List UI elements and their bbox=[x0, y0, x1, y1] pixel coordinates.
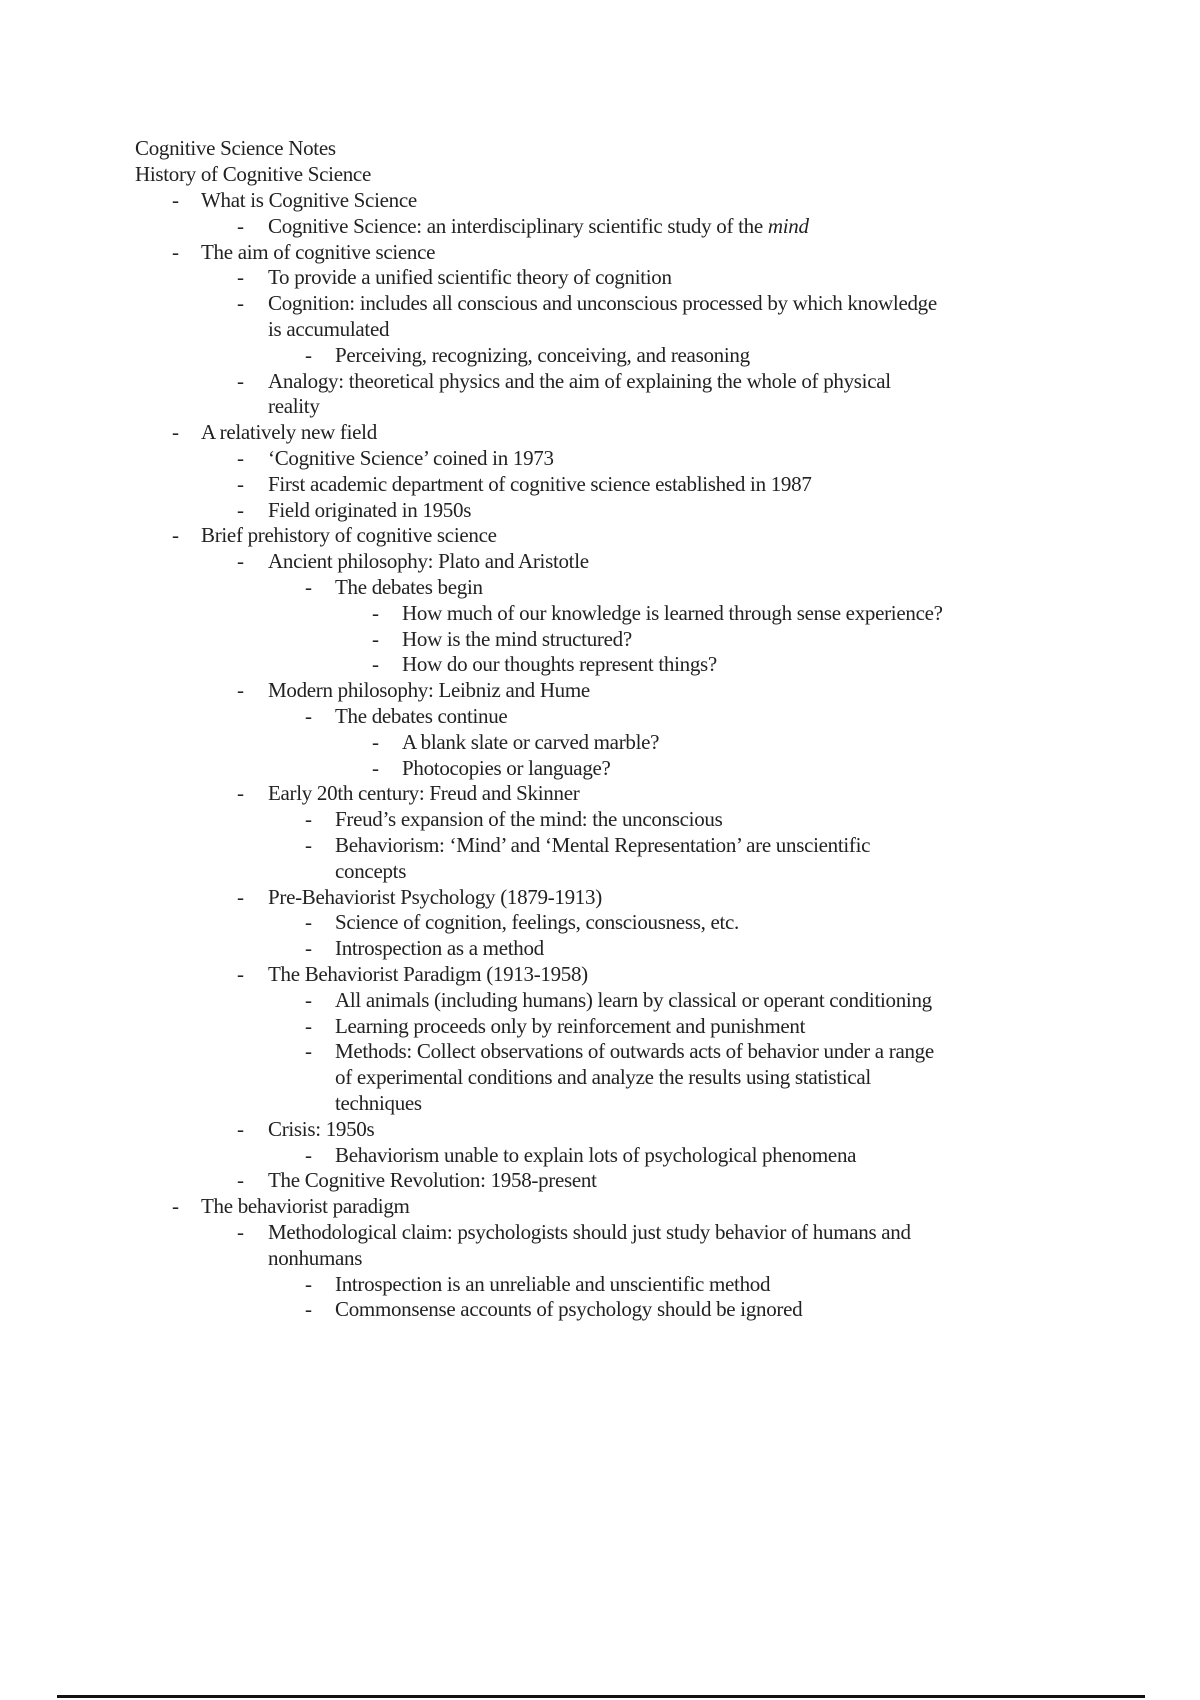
outline-item-continuation: concepts bbox=[335, 859, 407, 883]
bullet-dash: - bbox=[172, 240, 179, 264]
bullet-dash: - bbox=[237, 214, 244, 238]
bullet-dash: - bbox=[305, 1143, 312, 1167]
document-title: Cognitive Science Notes bbox=[135, 136, 336, 160]
outline-item-text: Science of cognition, feelings, consciousness, etc. bbox=[335, 910, 740, 934]
outline-item-text: What is Cognitive Science bbox=[201, 188, 417, 212]
bullet-dash: - bbox=[305, 936, 312, 960]
outline-item-level-1 bbox=[201, 1193, 410, 1219]
outline-item-level-3 bbox=[335, 574, 483, 600]
outline-item-text: Crisis: 1950s bbox=[268, 1117, 375, 1141]
outline-item-text: Cognitive Science: an interdisciplinary scientific study of the bbox=[268, 214, 768, 238]
outline-item-level-3 bbox=[335, 935, 544, 961]
outline-item-text: Field originated in 1950s bbox=[268, 498, 472, 522]
outline-item-text: All animals (including humans) learn by classical or operant conditioning bbox=[335, 988, 932, 1012]
outline-item-level-3 bbox=[335, 1038, 934, 1064]
outline-item-text: Perceiving, recognizing, conceiving, and reasoning bbox=[335, 343, 750, 367]
outline-item-level-4 bbox=[402, 600, 943, 626]
outline-item-text: Behaviorism: ‘Mind’ and ‘Mental Representation’ are unscientific bbox=[335, 833, 871, 857]
outline-item-level-1 bbox=[201, 187, 417, 213]
bullet-dash: - bbox=[305, 988, 312, 1012]
outline-item-text: Photocopies or language? bbox=[402, 756, 611, 780]
bullet-dash: - bbox=[305, 704, 312, 728]
outline-item-level-3 bbox=[335, 1013, 805, 1039]
outline-item-text: The Behaviorist Paradigm (1913-1958) bbox=[268, 962, 588, 986]
bullet-dash: - bbox=[237, 781, 244, 805]
bullet-dash: - bbox=[305, 910, 312, 934]
outline-item-text: Modern philosophy: Leibniz and Hume bbox=[268, 678, 590, 702]
bullet-dash: - bbox=[237, 549, 244, 573]
outline-item-level-3 bbox=[335, 1142, 856, 1168]
bullet-dash: - bbox=[237, 446, 244, 470]
bullet-dash: - bbox=[372, 627, 379, 651]
outline-item-level-4 bbox=[402, 651, 717, 677]
outline-item-level-2 bbox=[268, 497, 471, 523]
outline-item-level-2 bbox=[268, 548, 589, 574]
outline-item-level-4 bbox=[402, 755, 611, 781]
bullet-dash: - bbox=[172, 420, 179, 444]
outline-item-level-3 bbox=[335, 832, 870, 858]
outline-item-text: How do our thoughts represent things? bbox=[402, 652, 717, 676]
outline-item-level-1 bbox=[201, 522, 497, 548]
outline-item-level-3 bbox=[335, 1271, 770, 1297]
outline-item-level-2 bbox=[268, 264, 672, 290]
bullet-dash: - bbox=[237, 1220, 244, 1244]
bullet-dash: - bbox=[237, 885, 244, 909]
outline-item-text: Learning proceeds only by reinforcement and punishment bbox=[335, 1014, 806, 1038]
outline-item-level-3 bbox=[335, 909, 739, 935]
outline-item-text: A relatively new field bbox=[201, 420, 377, 444]
bullet-dash: - bbox=[172, 1194, 179, 1218]
outline-item-text: How is the mind structured? bbox=[402, 627, 632, 651]
outline-item-level-3 bbox=[335, 703, 507, 729]
outline-item-level-2 bbox=[268, 1219, 911, 1245]
bullet-dash: - bbox=[237, 472, 244, 496]
outline-item-text: Freud’s expansion of the mind: the unconscious bbox=[335, 807, 723, 831]
bullet-dash: - bbox=[237, 369, 244, 393]
bullet-dash: - bbox=[372, 601, 379, 625]
outline-item-level-3 bbox=[335, 806, 722, 832]
bullet-dash: - bbox=[305, 833, 312, 857]
outline-item-level-2 bbox=[268, 1167, 597, 1193]
outline-item-level-3 bbox=[335, 987, 932, 1013]
outline-item-text: Methods: Collect observations of outwards acts of behavior under a range bbox=[335, 1039, 934, 1063]
section-heading: History of Cognitive Science bbox=[135, 162, 371, 186]
outline-item-text: Pre-Behaviorist Psychology (1879-1913) bbox=[268, 885, 602, 909]
outline-item-level-3 bbox=[335, 1296, 802, 1322]
outline-item-continuation: is accumulated bbox=[268, 317, 390, 341]
bullet-dash: - bbox=[305, 1272, 312, 1296]
bullet-dash: - bbox=[305, 1014, 312, 1038]
outline-item-text: The behaviorist paradigm bbox=[201, 1194, 410, 1218]
outline-item-continuation: of experimental conditions and analyze the results using statistical bbox=[335, 1065, 871, 1089]
outline-item-level-2 bbox=[268, 368, 891, 394]
outline-item-level-4 bbox=[402, 729, 659, 755]
outline-item-text: Ancient philosophy: Plato and Aristotle bbox=[268, 549, 589, 573]
bullet-dash: - bbox=[305, 807, 312, 831]
outline-item-level-2 bbox=[268, 780, 579, 806]
outline-item-level-2 bbox=[268, 884, 602, 910]
bullet-dash: - bbox=[372, 652, 379, 676]
outline-item-text: Introspection is an unreliable and unscientific method bbox=[335, 1272, 771, 1296]
outline-item-text: Introspection as a method bbox=[335, 936, 544, 960]
outline-item-level-1 bbox=[201, 419, 377, 445]
outline-item-continuation: reality bbox=[268, 394, 320, 418]
footer-divider bbox=[57, 1695, 1145, 1698]
outline-item-text: Methodological claim: psychologists should just study behavior of humans and bbox=[268, 1220, 911, 1244]
outline-item-text: A blank slate or carved marble? bbox=[402, 730, 660, 754]
bullet-dash: - bbox=[305, 575, 312, 599]
outline-item-continuation: techniques bbox=[335, 1091, 422, 1115]
outline-item-text: How much of our knowledge is learned through sense experience? bbox=[402, 601, 943, 625]
outline-item-text: To provide a unified scientific theory of cognition bbox=[268, 265, 672, 289]
outline-item-text: The Cognitive Revolution: 1958-present bbox=[268, 1168, 597, 1192]
outline-item-text: ‘Cognitive Science’ coined in 1973 bbox=[268, 446, 554, 470]
outline-item-level-3 bbox=[335, 342, 750, 368]
bullet-dash: - bbox=[237, 678, 244, 702]
outline-item-text: The debates begin bbox=[335, 575, 483, 599]
outline-item-level-2 bbox=[268, 677, 590, 703]
outline-item-text: The aim of cognitive science bbox=[201, 240, 436, 264]
bullet-dash: - bbox=[237, 291, 244, 315]
outline-item-text: Commonsense accounts of psychology should be ignored bbox=[335, 1297, 803, 1321]
bullet-dash: - bbox=[372, 756, 379, 780]
outline-item-text: Brief prehistory of cognitive science bbox=[201, 523, 497, 547]
outline-item-level-2 bbox=[268, 213, 809, 239]
bullet-dash: - bbox=[305, 1297, 312, 1321]
outline-item-text: Cognition: includes all conscious and unconscious processed by which knowledge bbox=[268, 291, 937, 315]
bullet-dash: - bbox=[372, 730, 379, 754]
outline-item-text: Behaviorism unable to explain lots of psychological phenomena bbox=[335, 1143, 857, 1167]
outline-item-level-2 bbox=[268, 1116, 374, 1142]
outline-item-text: Analogy: theoretical physics and the aim of explaining the whole of physical bbox=[268, 369, 891, 393]
bullet-dash: - bbox=[305, 1039, 312, 1063]
bullet-dash: - bbox=[237, 498, 244, 522]
outline-item-level-2 bbox=[268, 445, 554, 471]
bullet-dash: - bbox=[172, 188, 179, 212]
emphasized-word: mind bbox=[767, 214, 809, 238]
outline-item-text: The debates continue bbox=[335, 704, 508, 728]
outline-item-text: First academic department of cognitive science established in 1987 bbox=[268, 472, 812, 496]
bullet-dash: - bbox=[237, 1117, 244, 1141]
bullet-dash: - bbox=[237, 962, 244, 986]
outline-item-continuation: nonhumans bbox=[268, 1246, 363, 1270]
outline-item-level-1 bbox=[201, 239, 435, 265]
outline-item-level-2 bbox=[268, 471, 812, 497]
outline-item-text: Early 20th century: Freud and Skinner bbox=[268, 781, 580, 805]
bullet-dash: - bbox=[172, 523, 179, 547]
outline-item-level-2 bbox=[268, 290, 937, 316]
outline-item-level-4 bbox=[402, 626, 632, 652]
bullet-dash: - bbox=[305, 343, 312, 367]
outline-item-level-2 bbox=[268, 961, 588, 987]
bullet-dash: - bbox=[237, 265, 244, 289]
bullet-dash: - bbox=[237, 1168, 244, 1192]
